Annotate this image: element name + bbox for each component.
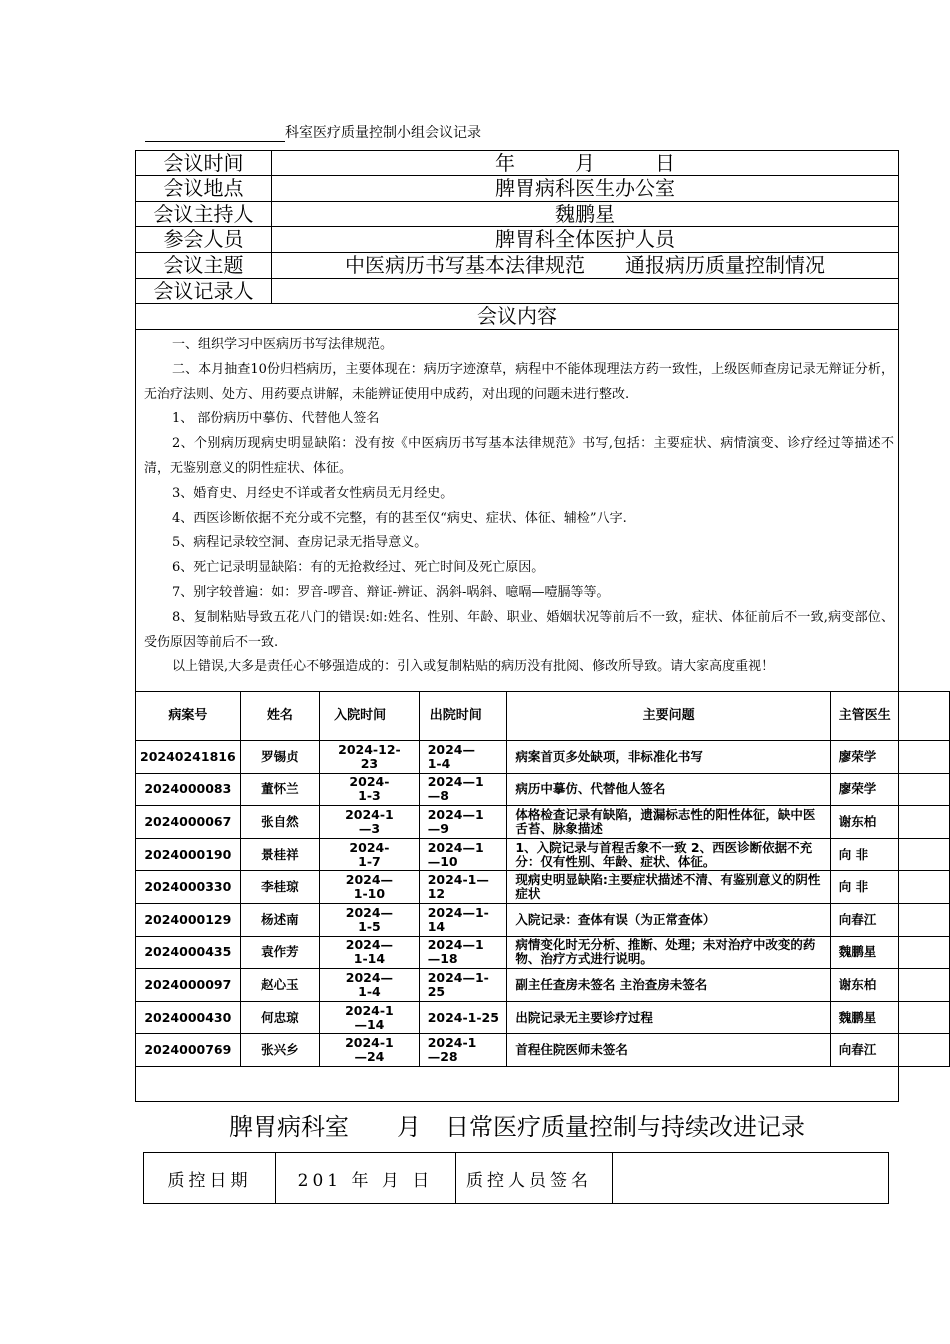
- table-cell-issue: 1、入院记录与首程舌象不一致 2、西医诊断依据不充分：仅有性别、年龄、症状、体征。: [507, 838, 830, 871]
- table-cell-doctor: 谢东柏: [830, 969, 949, 1002]
- content-paragraph: 7、别字较普遍：如：罗音-啰音、辩证-辨证、涡斜-㖞斜、噫嗝—噎膈等等。: [172, 584, 610, 600]
- table-cell-discharge: 2024—1- 25: [419, 969, 507, 1002]
- form-label: 会议主题: [136, 253, 272, 278]
- table-row: [136, 903, 950, 936]
- table-cell-doctor: 谢东柏: [830, 806, 949, 839]
- table-row: [136, 838, 950, 871]
- table-cell-discharge: 2024-1— 12: [419, 871, 507, 904]
- table-cell-discharge: 2024—1 —9: [419, 806, 507, 839]
- daily-record-title: 脾胃病科室 月 日常医疗质量控制与持续改进记录: [229, 1113, 805, 1141]
- form-row-attendees: [136, 227, 898, 253]
- document-title: [145, 124, 481, 142]
- table-cell-name: 赵心玉: [240, 969, 319, 1002]
- table-cell-admit: 2024- 1-7: [320, 838, 420, 871]
- qc-signer-label: 质控人员签名: [456, 1153, 613, 1204]
- table-cell-name: 何忠琼: [240, 1001, 319, 1034]
- column-header: 病案号: [136, 692, 241, 741]
- column-header: 姓名: [240, 692, 319, 741]
- table-cell-issue: 病历中摹仿、代替他人签名: [507, 773, 830, 806]
- table-row: [136, 1034, 950, 1067]
- content-paragraph: 3、婚育史、月经史不详或者女性病员无月经史。: [172, 485, 454, 501]
- content-paragraph: 2、个别病历现病史明显缺陷：没有按《中医病历书写基本法律规范》书写,包括：主要症状、病情演变、诊疗经过等描述不清，无鉴别意义的阴性症状、体征。: [144, 436, 894, 476]
- column-header: 主要问题: [507, 692, 830, 741]
- table-cell-discharge: 2024—1- 14: [419, 903, 507, 936]
- table-cell-name: 杨述南: [240, 903, 319, 936]
- table-cell-discharge: 2024—1 —10: [419, 838, 507, 871]
- table-row: [136, 936, 950, 969]
- qc-signer-value[interactable]: [613, 1153, 889, 1204]
- table-cell-issue: 体格检查记录有缺陷，遗漏标志性的阳性体征，缺中医舌苔、脉象描述: [507, 806, 830, 839]
- form-label: 会议时间: [136, 151, 272, 175]
- column-header: 入院时间: [320, 692, 420, 741]
- form-label: 会议地点: [136, 176, 272, 201]
- form-row-topic: [136, 253, 898, 279]
- table-cell-discharge: 2024—1 —8: [419, 773, 507, 806]
- table-cell-name: 张自然: [240, 806, 319, 839]
- table-header-row: [136, 692, 950, 741]
- table-cell-id: 2024000330: [136, 871, 241, 904]
- content-paragraph: 以上错误,大多是责任心不够强造成的：引入或复制粘贴的病历没有批阅、修改所导致。请大家高度重视！: [172, 659, 775, 675]
- form-label: 会议主持人: [136, 202, 272, 226]
- table-cell-admit: 2024-12- 23: [320, 741, 420, 774]
- form-label: 参会人员: [136, 227, 272, 252]
- table-cell-doctor: 向 非: [830, 838, 949, 871]
- table-cell-issue: 病案首页多处缺项，非标准化书写: [507, 741, 830, 774]
- content-paragraph: 6、死亡记录明显缺陷：有的无抢救经过、死亡时间及死亡原因。: [172, 560, 545, 576]
- form-value: 年 月 日: [495, 151, 675, 175]
- table-cell-issue: 入院记录：查体有误（为正常查体）: [507, 903, 830, 936]
- table-cell-discharge: 2024— 1-4: [419, 741, 507, 774]
- table-cell-admit: 2024— 1-4: [320, 969, 420, 1002]
- form-value: 脾胃科全体医护人员: [495, 227, 675, 251]
- form-row-host: [136, 202, 898, 227]
- form-value: 中医病历书写基本法律规范 通报病历质量控制情况: [345, 253, 825, 277]
- table-cell-issue: 现病史明显缺陷:主要症状描述不清、有鉴别意义的阴性症状: [507, 871, 830, 904]
- content-paragraph: 二、本月抽查10份归档病历，主要体现在：病历字迹潦草，病程中不能体现理法方药一致性，上级医师查房记录无辩证分析，无治疗法则、处方、用药要点讲解，未能辨证使用中成药，对出现的问题未进行整改.: [144, 361, 894, 402]
- table-cell-name: 袁作芳: [240, 936, 319, 969]
- table-row: [136, 773, 950, 806]
- table-cell-doctor: 向春江: [830, 903, 949, 936]
- content-paragraph: 1、 部份病历中摹仿、代替他人签名: [172, 411, 380, 427]
- table-cell-issue: 首程住院医师未签名: [507, 1034, 830, 1067]
- table-cell-issue: 出院记录无主要诊疗过程: [507, 1001, 830, 1034]
- table-row: [136, 806, 950, 839]
- table-cell-id: 2024000190: [136, 838, 241, 871]
- table-row: [136, 741, 950, 774]
- table-cell-id: 2024000129: [136, 903, 241, 936]
- table-cell-discharge: 2024-1-25: [419, 1001, 507, 1034]
- table-cell-id: 2024000097: [136, 969, 241, 1002]
- table-cell-doctor: 廖荣学: [830, 773, 949, 806]
- table-cell-admit: 2024-1 —14: [320, 1001, 420, 1034]
- table-cell-name: 李桂琼: [240, 871, 319, 904]
- table-row: [136, 969, 950, 1002]
- content-paragraph: 一、组织学习中医病历书写法律规范。: [172, 337, 394, 352]
- table-cell-name: 罗锡贞: [240, 741, 319, 774]
- form-value: 脾胃病科医生办公室: [495, 176, 675, 200]
- content-heading: 会议内容: [136, 303, 898, 330]
- form-row-recorder: [136, 279, 898, 304]
- table-cell-id: 2024000769: [136, 1034, 241, 1067]
- table-cell-doctor: 向春江: [830, 1034, 949, 1067]
- table-cell-admit: 2024— 1-14: [320, 936, 420, 969]
- table-cell-admit: 2024-1 —24: [320, 1034, 420, 1067]
- table-cell-discharge: 2024-1 —28: [419, 1034, 507, 1067]
- department-blank: [145, 127, 285, 142]
- table-cell-doctor: 廖荣学: [830, 741, 949, 774]
- table-cell-doctor: 魏鹏星: [830, 936, 949, 969]
- form-row-location: [136, 176, 898, 202]
- form-value: [272, 279, 898, 303]
- qc-date-label: 质控日期: [144, 1153, 276, 1204]
- form-label: 会议记录人: [136, 279, 272, 303]
- table-cell-admit: 2024-1 —3: [320, 806, 420, 839]
- table-cell-name: 张兴乡: [240, 1034, 319, 1067]
- table-cell-doctor: 向 非: [830, 871, 949, 904]
- column-header: 出院时间: [419, 692, 507, 741]
- table-row: [144, 1153, 889, 1204]
- table-cell-admit: 2024— 1-5: [320, 903, 420, 936]
- content-paragraph: 5、病程记录较空洞、查房记录无指导意义。: [172, 535, 428, 551]
- column-header: 主管医生: [830, 692, 949, 741]
- table-row: [136, 1001, 950, 1034]
- content-paragraph: 4、西医诊断依据不充分或不完整，有的甚至仅“病史、症状、体征、辅检”八字.: [172, 510, 627, 526]
- quality-control-sign-table: [143, 1152, 889, 1204]
- content-paragraph: 8、复制粘贴导致五花八门的错误:如:姓名、性别、年龄、职业、婚姻状况等前后不一致，症状、体征前后不一致,病变部位、受伤原因等前后不一致.: [144, 609, 894, 650]
- table-cell-issue: 副主任查房未签名 主治查房未签名: [507, 969, 830, 1002]
- table-cell-discharge: 2024—1 —18: [419, 936, 507, 969]
- table-cell-name: 景桂祥: [240, 838, 319, 871]
- document-title-text: 科室医疗质量控制小组会议记录: [285, 125, 481, 141]
- table-cell-admit: 2024— 1-10: [320, 871, 420, 904]
- case-audit-table: [135, 691, 950, 1067]
- table-cell-admit: 2024- 1-3: [320, 773, 420, 806]
- table-cell-id: 2024000435: [136, 936, 241, 969]
- table-cell-issue: 病情变化时无分析、推断、处理；未对治疗中改变的药物、治疗方式进行说明。: [507, 936, 830, 969]
- table-cell-id: 2024000430: [136, 1001, 241, 1034]
- form-value: 魏鹏星: [555, 202, 615, 226]
- table-cell-id: 20240241816: [136, 741, 241, 774]
- table-cell-doctor: 魏鹏星: [830, 1001, 949, 1034]
- table-cell-id: 2024000083: [136, 773, 241, 806]
- table-cell-name: 董怀兰: [240, 773, 319, 806]
- qc-date-value[interactable]: 201 年 月 日: [276, 1153, 456, 1204]
- table-cell-id: 2024000067: [136, 806, 241, 839]
- meeting-content: [144, 333, 894, 680]
- table-row: [136, 871, 950, 904]
- form-row-time: [136, 151, 898, 176]
